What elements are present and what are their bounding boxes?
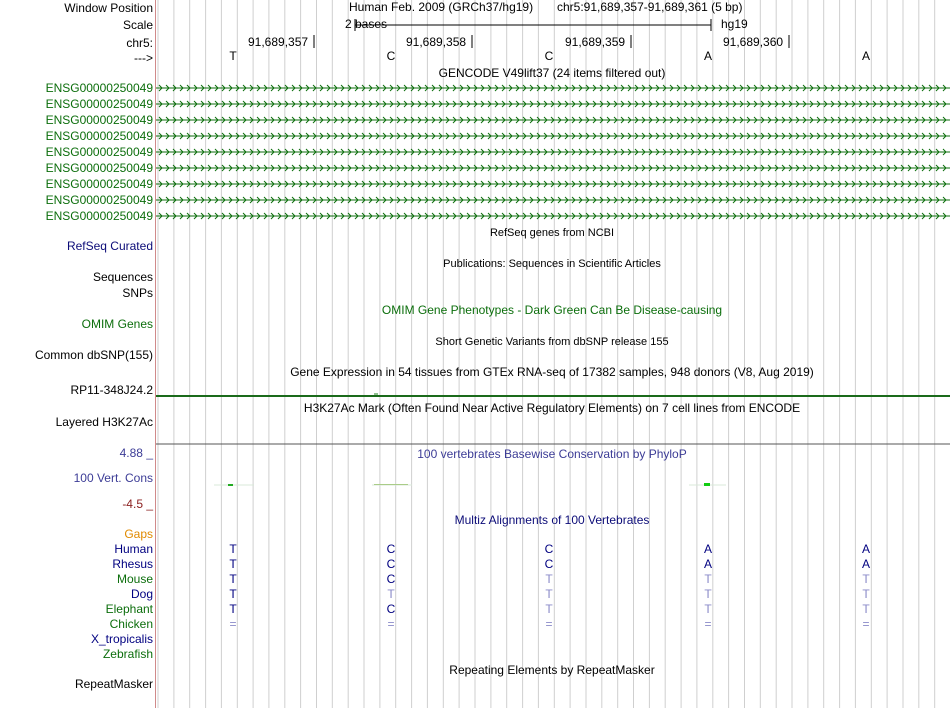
species-label-x_tropicalis[interactable]: X_tropicalis bbox=[90, 632, 153, 646]
gene-label[interactable]: ENSG00000250049 bbox=[45, 129, 153, 143]
coord-label-1: 91,689,357 bbox=[248, 35, 309, 49]
gene-label[interactable]: ENSG00000250049 bbox=[45, 209, 153, 223]
alignment-base: = bbox=[387, 617, 395, 631]
alignment-base: C bbox=[386, 602, 396, 616]
gene-label[interactable]: ENSG00000250049 bbox=[45, 97, 153, 111]
alignment-base: C bbox=[386, 557, 396, 571]
coordinate-ticks bbox=[314, 35, 789, 48]
alignment-base: = bbox=[545, 617, 553, 631]
species-label-dog[interactable]: Dog bbox=[130, 587, 153, 601]
scale-label: Scale bbox=[122, 18, 153, 32]
alignment-base: T bbox=[229, 587, 237, 601]
refseq-track-title: RefSeq genes from NCBI bbox=[489, 227, 615, 239]
alignment-base: A bbox=[703, 542, 712, 556]
coord-label-3: 91,689,359 bbox=[565, 35, 626, 49]
dbsnp-track-title: Short Genetic Variants from dbSNP release 155 bbox=[435, 336, 669, 348]
alignment-base: T bbox=[545, 587, 553, 601]
alignment-base: T bbox=[862, 587, 870, 601]
repeatmasker-track-label[interactable]: RepeatMasker bbox=[74, 677, 153, 691]
gene-label[interactable]: ENSG00000250049 bbox=[45, 161, 153, 175]
window-position-label: Window Position bbox=[64, 1, 153, 15]
omim-track-label[interactable]: OMIM Genes bbox=[81, 317, 153, 331]
omim-track-title: OMIM Gene Phenotypes - Dark Green Can Be Disease-causing bbox=[381, 303, 723, 317]
gene-label[interactable]: ENSG00000250049 bbox=[45, 113, 153, 127]
alignment-base: C bbox=[386, 542, 396, 556]
gene-feature bbox=[156, 149, 950, 155]
species-label-human[interactable]: Human bbox=[114, 542, 153, 556]
gene-feature bbox=[156, 101, 950, 107]
gene-label[interactable]: ENSG00000250049 bbox=[45, 145, 153, 159]
coord-label-4: 91,689,360 bbox=[723, 35, 784, 49]
gtex-gene-label[interactable]: RP11-348J24.2 bbox=[70, 383, 153, 397]
species-label-chicken[interactable]: Chicken bbox=[109, 617, 153, 631]
reference-base: A bbox=[703, 49, 712, 63]
reference-base: A bbox=[861, 49, 870, 63]
alignment-base: T bbox=[229, 602, 237, 616]
refseq-track-label[interactable]: RefSeq Curated bbox=[66, 239, 153, 253]
alignment-base: T bbox=[229, 572, 237, 586]
alignment-base: T bbox=[545, 572, 553, 586]
reference-base: C bbox=[544, 49, 554, 63]
snps-track-label[interactable]: SNPs bbox=[122, 286, 153, 300]
chrom-label: chr5: bbox=[126, 36, 153, 50]
strand-arrow-label: ---> bbox=[134, 51, 153, 65]
phylop-track-title: 100 vertebrates Basewise Conservation by PhyloP bbox=[417, 447, 687, 461]
alignment-base: T bbox=[704, 602, 712, 616]
sequences-track-label[interactable]: Sequences bbox=[92, 270, 153, 284]
gene-label[interactable]: ENSG00000250049 bbox=[45, 193, 153, 207]
alignment-base: A bbox=[703, 557, 712, 571]
alignment-base: T bbox=[387, 587, 395, 601]
alignment-base: T bbox=[545, 602, 553, 616]
gtex-bar bbox=[156, 393, 950, 397]
gene-feature bbox=[156, 165, 950, 171]
gene-feature bbox=[156, 117, 950, 123]
phylop-max-label: 4.88 _ bbox=[119, 446, 153, 460]
alignment-base: A bbox=[861, 542, 870, 556]
h3k27ac-track-title: H3K27Ac Mark (Often Found Near Active Regulatory Elements) on 7 cell lines from ENCODE bbox=[303, 401, 801, 415]
gene-feature bbox=[156, 85, 950, 91]
alignment-base: = bbox=[704, 617, 712, 631]
gencode-track-title: GENCODE V49lift37 (24 items filtered out) bbox=[438, 66, 666, 80]
position-readout: chr5:91,689,357-91,689,361 (5 bp) bbox=[557, 0, 743, 14]
h3k27ac-track-label[interactable]: Layered H3K27Ac bbox=[55, 415, 153, 429]
phylop-min-label: -4.5 _ bbox=[122, 497, 153, 511]
alignment-base: = bbox=[229, 617, 237, 631]
alignment-base: T bbox=[704, 587, 712, 601]
multiz-track-title: Multiz Alignments of 100 Vertebrates bbox=[454, 513, 650, 527]
track-label-panel bbox=[0, 0, 155, 708]
repeatmasker-track-title: Repeating Elements by RepeatMasker bbox=[449, 663, 655, 677]
gtex-track-title: Gene Expression in 54 tissues from GTEx RNA-seq of 17382 samples, 948 donors (V8, Aug 2019) bbox=[290, 365, 814, 379]
alignment-base: C bbox=[544, 557, 554, 571]
scale-bar bbox=[355, 19, 711, 31]
gaps-track-label[interactable]: Gaps bbox=[124, 527, 153, 541]
reference-base: T bbox=[229, 49, 237, 63]
gene-feature bbox=[156, 197, 950, 203]
alignment-base: = bbox=[862, 617, 870, 631]
species-label-zebrafish[interactable]: Zebrafish bbox=[102, 647, 153, 661]
assembly-title: Human Feb. 2009 (GRCh37/hg19) bbox=[349, 0, 534, 14]
species-label-elephant[interactable]: Elephant bbox=[105, 602, 153, 616]
alignment-base: T bbox=[229, 557, 237, 571]
alignment-base: T bbox=[229, 542, 237, 556]
alignment-base: C bbox=[544, 542, 554, 556]
gene-feature bbox=[156, 181, 950, 187]
scale-value: 2 bases bbox=[345, 17, 388, 31]
gene-label[interactable]: ENSG00000250049 bbox=[45, 81, 153, 95]
gene-label[interactable]: ENSG00000250049 bbox=[45, 177, 153, 191]
gene-feature-arrows bbox=[156, 85, 950, 219]
db-label: hg19 bbox=[721, 17, 748, 31]
species-label-rhesus[interactable]: Rhesus bbox=[112, 557, 153, 571]
alignment-base: T bbox=[862, 572, 870, 586]
alignment-base: T bbox=[704, 572, 712, 586]
track-data-panel[interactable] bbox=[156, 0, 950, 708]
alignment-base: T bbox=[862, 602, 870, 616]
alignment-base: A bbox=[861, 557, 870, 571]
reference-base: C bbox=[386, 49, 396, 63]
dbsnp-track-label[interactable]: Common dbSNP(155) bbox=[34, 348, 153, 362]
alignment-base: C bbox=[386, 572, 396, 586]
species-label-mouse[interactable]: Mouse bbox=[116, 572, 153, 586]
publications-track-title: Publications: Sequences in Scientific Articles bbox=[443, 258, 661, 270]
coord-label-2: 91,689,358 bbox=[406, 35, 467, 49]
gene-feature bbox=[156, 133, 950, 139]
gene-feature bbox=[156, 213, 950, 219]
conservation-track-label[interactable]: 100 Vert. Cons bbox=[73, 471, 153, 485]
